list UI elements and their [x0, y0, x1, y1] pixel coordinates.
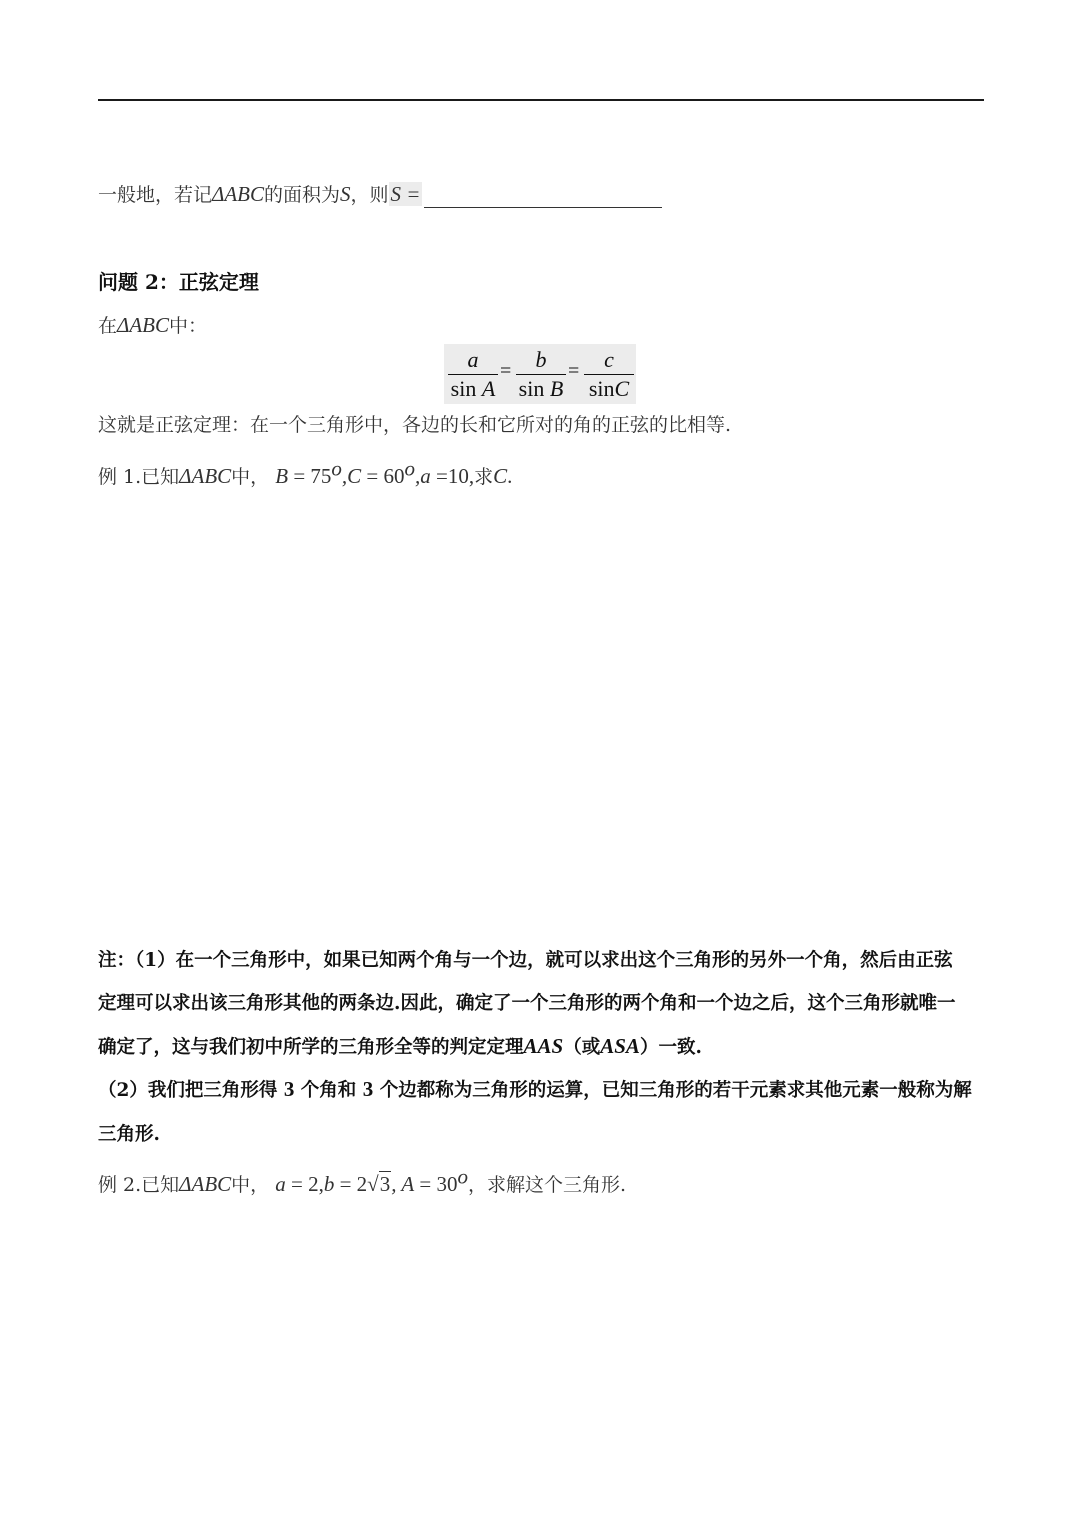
example-2-prefix: 例 2.已知: [98, 1174, 180, 1196]
note-line-3-or: （或: [563, 1037, 601, 1058]
note-line-4-mid: 个角和: [300, 1080, 357, 1101]
var-A: , A: [391, 1172, 415, 1196]
var-a: ,a: [415, 464, 431, 488]
value-2: = 2: [334, 1172, 368, 1196]
answer-blank: [424, 189, 662, 208]
example-2-triangle: ΔABC: [179, 1172, 232, 1196]
area-line-prefix: 一般地，若记: [98, 184, 213, 206]
example-1-triangle: ΔABC: [179, 464, 232, 488]
sqrt-value: 3: [379, 1172, 391, 1196]
value-60: = 60: [361, 464, 405, 488]
note-line-3-end: ）一致.: [639, 1037, 702, 1058]
note-line-4: [98, 1076, 988, 1102]
problem-2-intro: [98, 312, 207, 339]
angle-b: B: [549, 376, 564, 401]
area-line-then: ，则: [350, 184, 389, 206]
asa-label: ASA: [600, 1034, 640, 1058]
numerator-b: b: [535, 347, 547, 372]
note-line-4-text: （2）我们把三角形得: [98, 1080, 278, 1101]
equals-sign: =: [568, 360, 580, 382]
equals-sign: =: [500, 360, 512, 382]
degree-mark: o: [457, 1164, 468, 1189]
var-a: a: [275, 1172, 286, 1196]
triangle-label: ΔABC: [212, 182, 265, 206]
area-var-s: S: [340, 182, 351, 206]
note-line-1: 注：（1）在一个三角形中，如果已知两个角与一个边，就可以求出这个三角形的另外一个角，然后由正弦: [98, 950, 953, 971]
period: .: [507, 464, 513, 488]
denominator-a: [448, 375, 498, 403]
sine-law-statement: 这就是正弦定理：在一个三角形中，各边的长和它所对的角的正弦的比相等.: [98, 414, 732, 436]
example-1-prefix: 例 1.已知: [98, 466, 180, 488]
sin-fn: sin: [518, 376, 545, 401]
fraction-b: [516, 346, 566, 403]
header-rule: [98, 99, 984, 101]
degree-mark: o: [404, 456, 416, 481]
aas-label: AAS: [523, 1034, 564, 1058]
numerator-c: c: [604, 347, 614, 372]
note-line-2: 定理可以求出该三角形其他的两条边.因此，确定了一个三角形的两个角和一个边之后，这个三角形就唯一: [98, 993, 956, 1014]
example-2-mid: 中，: [231, 1174, 270, 1196]
intro-triangle: ΔABC: [117, 313, 170, 337]
fraction-a: [448, 346, 498, 403]
intro-suffix: 中：: [169, 315, 208, 337]
denominator-c: [584, 375, 634, 403]
var-c: ,C: [341, 464, 362, 488]
ask-word: 求: [474, 466, 494, 488]
note-line-4-end: 个边都称为三角形的运算，已知三角形的若干元素求其他元素一般称为解: [379, 1080, 972, 1101]
numerator-a: a: [467, 347, 479, 372]
sin-fn: sin: [450, 376, 477, 401]
degree-mark: o: [331, 456, 342, 481]
angle-c: C: [614, 376, 630, 401]
intro-prefix: 在: [98, 315, 118, 337]
area-line: [98, 181, 662, 208]
number-3: 3: [362, 1077, 374, 1101]
area-formula-lhs: S =: [390, 182, 421, 206]
problem-2-heading: 问题 2：正弦定理: [98, 270, 259, 294]
number-3: 3: [283, 1077, 295, 1101]
example-1: [98, 456, 513, 490]
note-line-3-text: 确定了，这与我们初中所学的三角形全等的判定定理: [98, 1037, 524, 1058]
note-line-3: [98, 1033, 988, 1059]
sqrt-symbol: √3: [367, 1172, 391, 1196]
angle-a: A: [481, 376, 496, 401]
value-10: =10,: [430, 464, 475, 488]
example-2-suffix: ，求解这个三角形.: [468, 1174, 627, 1196]
var-b: b: [323, 1172, 335, 1196]
example-1-mid: 中，: [231, 466, 270, 488]
value-30: = 30: [414, 1172, 458, 1196]
denominator-b: [516, 375, 566, 403]
value-2: = 2,: [285, 1172, 324, 1196]
area-line-middle: 的面积为: [264, 184, 341, 206]
fraction-c: [584, 346, 634, 403]
sin-fn: sin: [588, 376, 615, 401]
ask-var: C: [493, 464, 508, 488]
value-75: = 75: [288, 464, 332, 488]
sine-law-formula: [444, 344, 636, 404]
example-2: [98, 1164, 627, 1198]
note-line-5: 三角形.: [98, 1124, 160, 1145]
var-b: B: [275, 464, 289, 488]
